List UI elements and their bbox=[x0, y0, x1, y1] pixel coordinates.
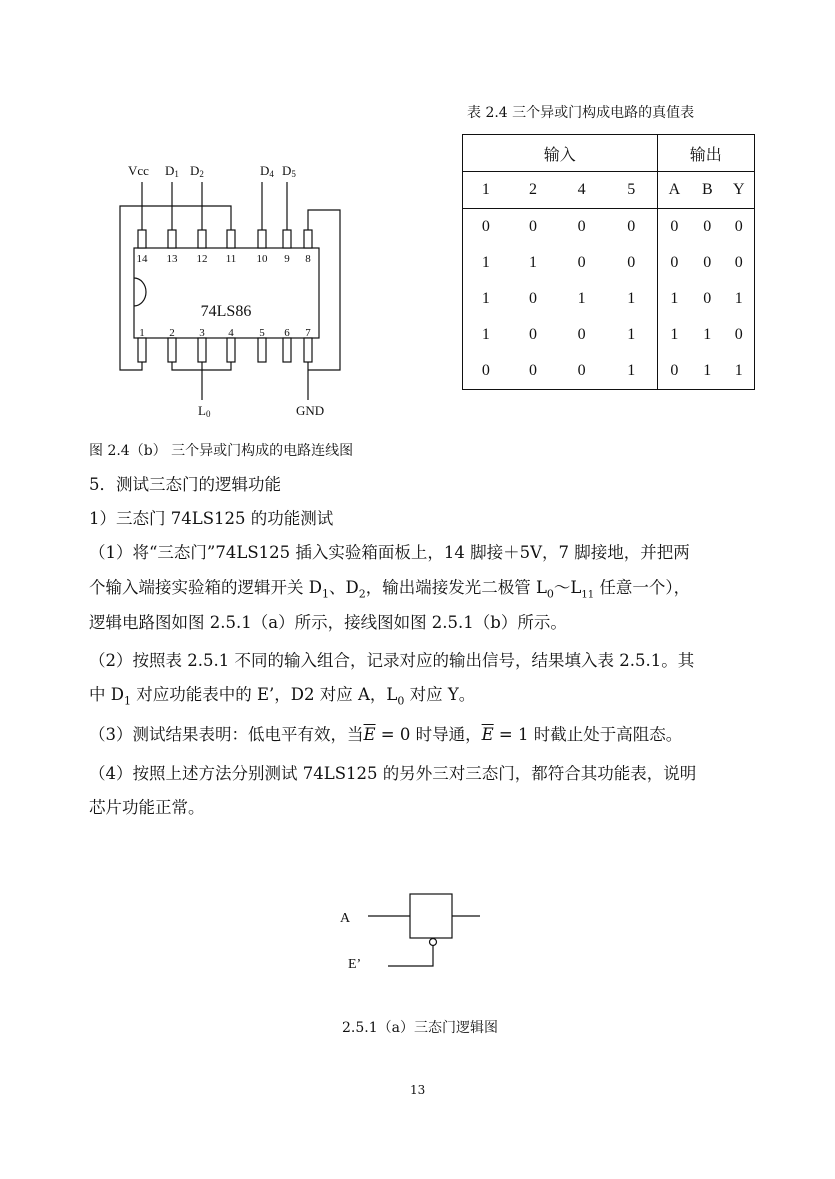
table-column-row bbox=[463, 172, 755, 209]
pin-number: 6 bbox=[284, 327, 290, 339]
table-cell: 0 bbox=[734, 218, 743, 235]
paragraph-1-line-2: 个输入端接实验箱的逻辑开关 $D_1$、$D_2$，输出端接发光二极管 $L_0\sim L_{11}$ 任意一个）， bbox=[89, 578, 691, 601]
table-cell: 0 bbox=[481, 362, 490, 379]
column-header: 1 bbox=[463, 172, 509, 209]
tri-state-gate-diagram bbox=[330, 880, 500, 980]
input-group-header: 输入 bbox=[463, 135, 658, 172]
paragraph-1-line-1: （1）将“三态门”74LS125 插入实验箱面板上，14 脚接＋5V，7 脚接地，并把两 bbox=[89, 543, 690, 562]
pin-number: 14 bbox=[136, 253, 148, 265]
truth-table bbox=[462, 134, 755, 390]
pin-number: 3 bbox=[199, 327, 205, 339]
table-cell: 0 bbox=[606, 209, 657, 246]
input-e-label: E’ bbox=[348, 957, 362, 972]
column-header: B bbox=[691, 172, 723, 209]
table-cell: 1 bbox=[734, 362, 743, 379]
l0-label: L0 bbox=[198, 403, 211, 419]
paragraph-4-line-2: 芯片功能正常。 bbox=[89, 798, 205, 817]
pin-number: 8 bbox=[305, 253, 311, 265]
table-cell: 0 bbox=[528, 290, 537, 307]
table-cell: 1 bbox=[606, 281, 657, 317]
paragraph-4-line-1: （4）按照上述方法分别测试 74LS125 的另外三对三态门，都符合其功能表，说明 bbox=[89, 764, 697, 783]
table-row bbox=[463, 353, 755, 390]
table-row bbox=[463, 317, 755, 353]
input-a-label: A bbox=[340, 911, 351, 926]
table-cell: 1 bbox=[703, 326, 712, 343]
d2-label: D2 bbox=[190, 163, 204, 179]
e-bar-symbol: $\overline{E}$ bbox=[481, 725, 494, 744]
table-cell: 1 bbox=[670, 326, 679, 343]
table-cell: 1 bbox=[734, 290, 743, 307]
table-cell: 0 bbox=[577, 362, 586, 379]
chip-connection-diagram bbox=[110, 150, 360, 420]
table-cell: 0 bbox=[606, 245, 657, 281]
gnd-label: GND bbox=[296, 403, 325, 418]
table-cell: 1 bbox=[528, 254, 537, 271]
table-cell: 0 bbox=[528, 362, 537, 379]
table-header-row bbox=[463, 135, 755, 172]
table-cell: 1 bbox=[606, 317, 657, 353]
table-cell: 0 bbox=[670, 218, 679, 235]
gate-lines bbox=[368, 894, 480, 966]
paragraph-1-line-3: 逻辑电路图如图 2.5.1（a）所示，接线图如图 2.5.1（b）所示。 bbox=[89, 613, 567, 632]
table-cell: 1 bbox=[481, 326, 490, 343]
pin-number: 4 bbox=[228, 327, 234, 339]
column-header: A bbox=[657, 172, 691, 209]
gate-diagram-caption: 2.5.1（a）三态门逻辑图 bbox=[342, 1020, 498, 1036]
table-cell: 1 bbox=[670, 290, 679, 307]
table-cell: 0 bbox=[734, 254, 743, 271]
pin-number: 7 bbox=[305, 327, 311, 339]
table-row bbox=[463, 209, 755, 246]
table-row bbox=[463, 281, 755, 317]
table-cell: 0 bbox=[703, 218, 712, 235]
table-cell: 0 bbox=[577, 218, 586, 235]
page-number: 13 bbox=[410, 1083, 426, 1097]
table-cell: 0 bbox=[670, 362, 679, 379]
pin-number: 2 bbox=[169, 327, 175, 339]
section-title: 5．测试三态门的逻辑功能 bbox=[89, 475, 281, 494]
output-group-header: 输出 bbox=[657, 135, 754, 172]
subsection-title: 1）三态门 74LS125 的功能测试 bbox=[89, 509, 334, 528]
pin-number: 11 bbox=[225, 253, 237, 265]
vcc-label: Vcc bbox=[128, 163, 149, 178]
paragraph-2-line-1: （2）按照表 2.5.1 不同的输入组合，记录对应的输出信号，结果填入表 2.5.1。其 bbox=[89, 651, 695, 670]
pin-number: 1 bbox=[139, 327, 145, 339]
pin-number: 13 bbox=[166, 253, 178, 265]
figure-caption: 图 2.4（b） 三个异或门构成的电路连线图 bbox=[89, 443, 354, 459]
column-header: 2 bbox=[509, 172, 558, 209]
table-cell: 1 bbox=[481, 290, 490, 307]
table-cell: 0 bbox=[703, 290, 712, 307]
pin-number: 10 bbox=[256, 253, 268, 265]
table-cell: 0 bbox=[577, 326, 586, 343]
pin-number: 12 bbox=[196, 253, 208, 265]
table-cell: 0 bbox=[734, 326, 743, 343]
column-header: 5 bbox=[606, 172, 657, 209]
table-row bbox=[463, 245, 755, 281]
table-cell: 1 bbox=[577, 290, 586, 307]
table-cell: 0 bbox=[481, 218, 490, 235]
table-cell: 1 bbox=[481, 254, 490, 271]
table-cell: 1 bbox=[703, 362, 712, 379]
table-caption: 表 2.4 三个异或门构成电路的真值表 bbox=[467, 105, 695, 121]
d4-label: D4 bbox=[260, 163, 274, 179]
e-bar-symbol: $\overline{E}$ bbox=[363, 725, 376, 744]
paragraph-2-line-2: 中 $D_1$ 对应功能表中的 E’，D2 对应 A，$L_0$ 对应 Y。 bbox=[89, 685, 476, 708]
d5-label: D5 bbox=[282, 163, 296, 179]
table-cell: 0 bbox=[528, 326, 537, 343]
column-header: 4 bbox=[557, 172, 606, 209]
column-header: Y bbox=[724, 172, 755, 209]
pin-number: 5 bbox=[259, 327, 265, 339]
table-cell: 0 bbox=[670, 254, 679, 271]
table-cell: 0 bbox=[577, 254, 586, 271]
d1-label: D1 bbox=[165, 163, 179, 179]
pin-number: 9 bbox=[284, 253, 290, 265]
chip-name: 74LS86 bbox=[200, 303, 252, 320]
table-cell: 0 bbox=[528, 218, 537, 235]
paragraph-3: （3）测试结果表明：低电平有效，当$\overline{E} = 0$ 时导通，$\overline{E} = 1$ 时截止处于高阻态。 bbox=[89, 725, 683, 744]
table-cell: 0 bbox=[703, 254, 712, 271]
table-cell: 1 bbox=[606, 353, 657, 390]
